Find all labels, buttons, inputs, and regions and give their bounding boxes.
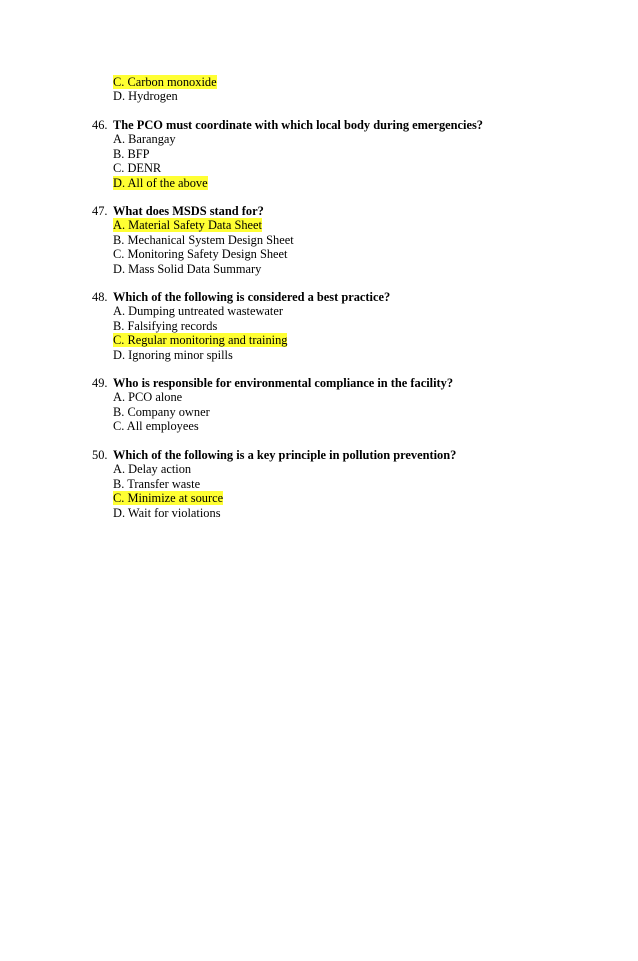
option-line [113,161,483,175]
question-line [92,290,390,304]
option-text: A. Barangay [113,132,176,147]
option-line [113,132,483,146]
question-text: The PCO must coordinate with which local body during emergencies? [113,118,483,132]
option-text: A. Delay action [113,462,192,477]
options-list [92,390,453,433]
highlighted-answer: C. Minimize at source [113,491,224,506]
option-text: B. Transfer waste [113,476,201,491]
option-line [113,333,390,347]
option-text: D. Mass Solid Data Summary [113,261,262,276]
option-line [113,319,390,333]
question-number: 50. [92,448,108,462]
option-text: C. Monitoring Safety Design Sheet [113,247,288,262]
option-line [113,75,217,89]
option-text: D. Ignoring minor spills [113,347,233,362]
option-line [113,262,294,276]
question-number: 48. [92,290,108,304]
options-list [92,462,456,520]
question-line [92,376,453,390]
option-line [113,218,294,232]
question-line [92,204,294,218]
highlighted-answer: A. Material Safety Data Sheet [113,218,262,233]
option-line [113,506,456,520]
option-text: C. DENR [113,161,162,176]
question-text: Which of the following is considered a best practice? [113,290,391,304]
option-text: C. All employees [113,419,199,434]
options-list [92,218,294,276]
option-line [113,419,453,433]
options-list [92,304,390,362]
option-text: D. Wait for violations [113,505,221,520]
question-48 [92,290,390,362]
question-47 [92,204,294,276]
question-text: Who is responsible for environmental compliance in the facility? [113,376,454,390]
question-number: 49. [92,376,108,390]
question-49 [92,376,453,434]
question-text: What does MSDS stand for? [113,204,264,218]
option-line [113,405,453,419]
option-text: B. Falsifying records [113,318,218,333]
question-number: 46. [92,118,108,132]
options-list [92,132,483,190]
option-line [113,247,294,261]
option-line [113,147,483,161]
option-text: D. Hydrogen [113,89,178,104]
option-line [113,462,456,476]
option-line [113,176,483,190]
option-text: B. Mechanical System Design Sheet [113,232,294,247]
option-line [113,390,453,404]
option-line [113,304,390,318]
option-line [113,89,217,103]
option-line [113,477,456,491]
option-text: B. BFP [113,146,150,161]
option-text: B. Company owner [113,404,210,419]
option-text: A. Dumping untreated wastewater [113,304,283,319]
question-46 [92,118,483,190]
option-text: A. PCO alone [113,390,183,405]
continued-options [113,75,217,104]
highlighted-answer: C. Regular monitoring and training [113,333,288,348]
highlighted-answer: D. All of the above [113,175,208,190]
option-line [113,491,456,505]
highlighted-answer: C. Carbon monoxide [113,75,217,89]
question-text: Which of the following is a key principle in pollution prevention? [113,448,457,462]
question-50 [92,448,456,520]
question-line [92,118,483,132]
option-line [113,348,390,362]
question-line [92,448,456,462]
question-number: 47. [92,204,108,218]
option-line [113,233,294,247]
